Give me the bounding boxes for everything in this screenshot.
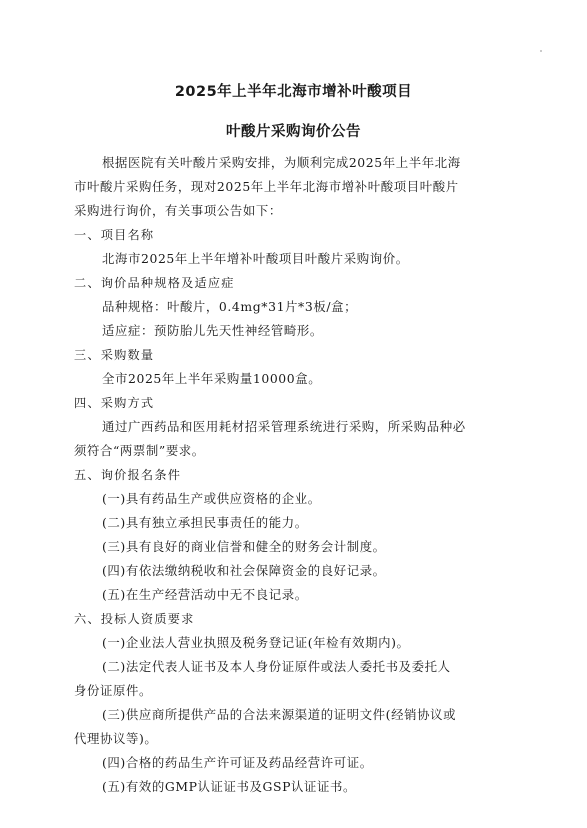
section-5-item: (五)在生产经营活动中无不良记录。 — [102, 587, 308, 602]
section-2-heading: 二、询价品种规格及适应症 — [74, 276, 235, 290]
section-5-heading: 五、询价报名条件 — [74, 468, 182, 482]
title-line-1: 2025年上半年北海市增补叶酸项目 — [174, 84, 413, 100]
intro-line-2: 市叶酸片采购任务，现对2025年上半年北海市增补叶酸项目叶酸片 — [74, 179, 459, 194]
section-5-item: (三)具有良好的商业信誉和健全的财务会计制度。 — [102, 539, 386, 554]
section-2-indication: 适应症：预防胎儿先天性神经管畸形。 — [102, 323, 323, 338]
section-6-heading: 六、投标人资质要求 — [74, 612, 195, 626]
section-2-spec: 品种规格：叶酸片，0.4mg*31片*3板/盒； — [102, 299, 358, 314]
section-4-heading: 四、采购方式 — [74, 396, 155, 410]
section-1-text: 北海市2025年上半年增补叶酸项目叶酸片采购询价。 — [102, 251, 409, 266]
section-6-item-2a: (二)法定代表人证书及本人身份证原件或法人委托书及委托人 — [102, 659, 451, 674]
scan-speck — [540, 50, 542, 52]
intro-line-1: 根据医院有关叶酸片采购安排，为顺利完成2025年上半年北海 — [102, 155, 461, 170]
intro-line-3: 采购进行询价，有关事项公告如下： — [74, 203, 282, 218]
section-5-item: (四)有依法缴纳税收和社会保障资金的良好记录。 — [102, 563, 386, 578]
section-6-item-1: (一)企业法人营业执照及税务登记证(年检有效期内)。 — [102, 635, 410, 650]
section-3-heading: 三、采购数量 — [74, 348, 155, 362]
section-4-text-1: 通过广西药品和医用耗材招采管理系统进行采购，所采购品种必 — [102, 419, 466, 434]
section-6-item-3b: 代理协议等)。 — [74, 731, 158, 746]
section-5-item: (一)具有药品生产或供应资格的企业。 — [102, 491, 321, 506]
section-1-heading: 一、项目名称 — [74, 228, 155, 242]
section-6-item-5: (五)有效的GMP认证证书及GSP认证证书。 — [102, 779, 356, 794]
section-5-item: (二)具有独立承担民事责任的能力。 — [102, 515, 308, 530]
section-6-item-4: (四)合格的药品生产许可证及药品经营许可证。 — [102, 755, 373, 770]
section-6-item-3a: (三)供应商所提供产品的合法来源渠道的证明文件(经销协议或 — [102, 707, 457, 722]
section-3-text: 全市2025年上半年采购量10000盒。 — [102, 371, 322, 386]
section-6-item-2b: 身份证原件。 — [74, 683, 152, 698]
section-4-text-2: 须符合“两票制”要求。 — [74, 443, 205, 458]
title-line-2: 叶酸片采购询价公告 — [226, 124, 361, 140]
